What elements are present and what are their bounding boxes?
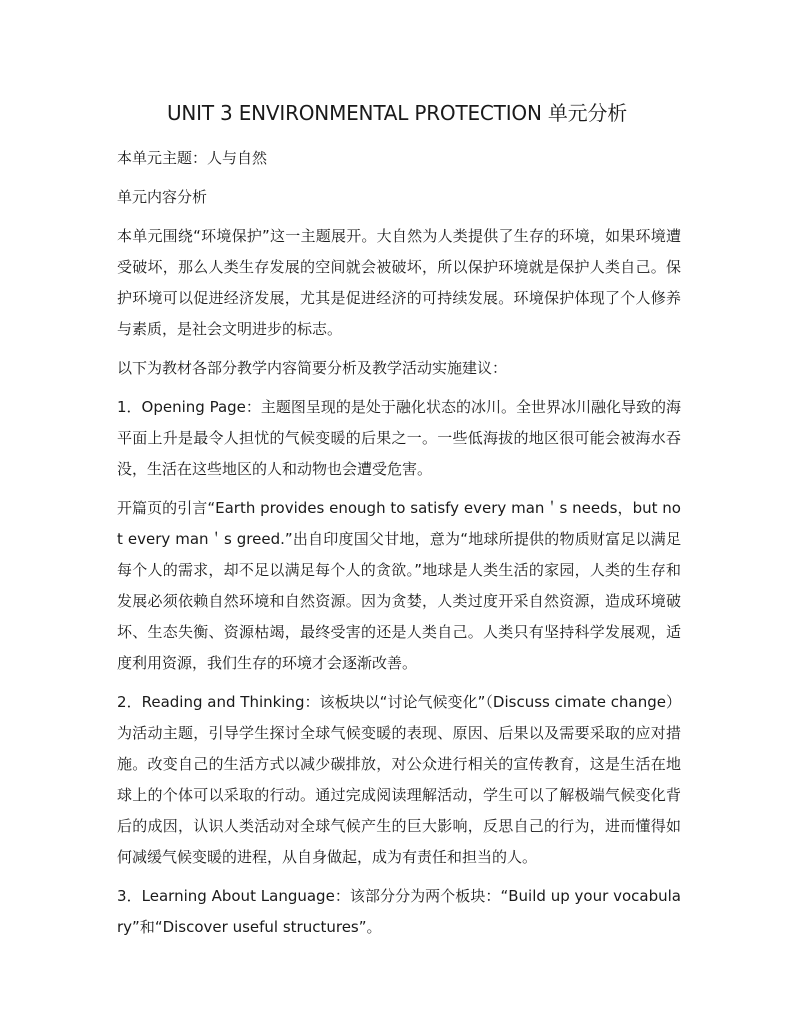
section-heading: 单元内容分析 bbox=[117, 188, 208, 206]
body-paragraph: 3．Learning About Language：该部分分为两个板块：“Build up your vocabulary”和“Discover useful structures”。 bbox=[117, 887, 681, 936]
body-paragraph: 以下为教材各部分教学内容简要分析及教学活动实施建议： bbox=[117, 359, 508, 377]
body-paragraph: 2．Reading and Thinking：该板块以“讨论气候变化”（Discuss cimate change）为活动主题，引导学生探讨全球气候变暖的表现、原因、后果以及需要采取的应对措施。改变自己的生活方式以减少碳排放，对公众进行相关的宣传教育，这是生活在地球上的个体可以采取的行动。通过完成阅读理解活动，学生可以了解极端气候变化背后的成因，认识人类活动对全球气候产生的巨大影响，反思自己的行为，进而懂得如何减缓气候变暖的进程，从自身做起，成为有责任和担当的人。 bbox=[117, 693, 681, 866]
body-paragraph: 本单元围绕“环境保护”这一主题展开。大自然为人类提供了生存的环境，如果环境遭受破坏，那么人类生存发展的空间就会被破坏，所以保护环境就是保护人类自己。保护环境可以促进经济发展，尤其是促进经济的可持续发展。环境保护体现了个人修养与素质，是社会文明进步的标志。 bbox=[117, 227, 681, 338]
body-paragraph: 1．Opening Page：主题图呈现的是处于融化状态的冰川。全世界冰川融化导致的海平面上升是最令人担忧的气候变暖的后果之一。一些低海拔的地区很可能会被海水吞没，生活在这些地区的人和动物也会遭受危害。 bbox=[117, 398, 681, 478]
document-title: UNIT 3 ENVIRONMENTAL PROTECTION 单元分析 bbox=[166, 101, 628, 125]
document-body bbox=[117, 143, 681, 951]
unit-theme-line: 本单元主题：人与自然 bbox=[117, 149, 268, 167]
body-paragraph: 开篇页的引言“Earth provides enough to satisfy every man＇s needs，but not every man＇s greed.”出自印度国父甘地，意为“地球所提供的物质财富足以满足每个人的需求，却不足以满足每个人的贪欲。”地球是人类生活的家园，人类的生存和发展必须依赖自然环境和自然资源。因为贪婪，人类过度开采自然资源，造成环境破坏、生态失衡、资源枯竭，最终受害的还是人类自己。人类只有坚持科学发展观，适度利用资源，我们生存的环境才会逐渐改善。 bbox=[117, 499, 681, 672]
